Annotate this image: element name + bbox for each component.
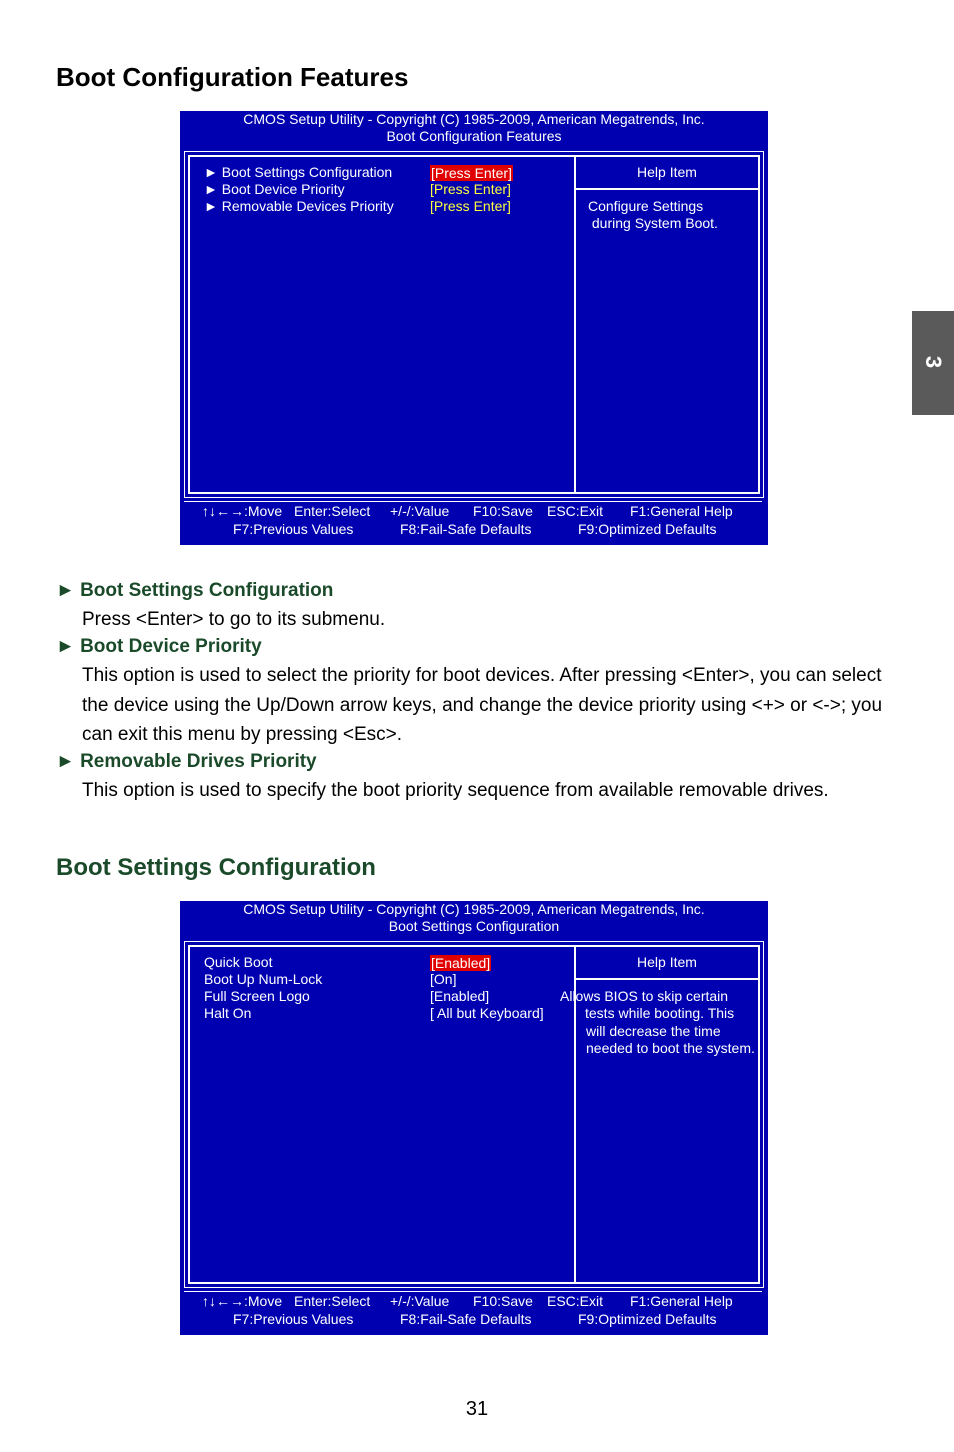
- section-text-removable-drives: This option is used to specify the boot priority sequence from available removable drives.: [82, 780, 829, 801]
- page-title: Boot Configuration Features: [56, 62, 409, 92]
- help-item-title: Help Item: [637, 164, 697, 180]
- page-number: 31: [465, 1398, 489, 1420]
- menu-value-removable-devices[interactable]: [Press Enter]: [430, 198, 511, 214]
- menu-value-num-lock[interactable]: [On]: [430, 971, 457, 987]
- key-general-help: F1:General Help: [630, 1293, 733, 1309]
- bios-header-title: Boot Configuration Features: [386, 128, 562, 144]
- menu-value-full-screen-logo[interactable]: [Enabled]: [430, 988, 490, 1004]
- bios-header-copyright: CMOS Setup Utility - Copyright (C) 1985-2009, American Megatrends, Inc.: [243, 111, 705, 127]
- bios-main-frame: [184, 151, 764, 498]
- key-previous-values: F7:Previous Values: [233, 1311, 354, 1327]
- help-text-line-1: Allows BIOS to skip certain: [560, 988, 729, 1004]
- key-previous-values: F7:Previous Values: [233, 521, 354, 537]
- help-text-line-1: Configure Settings: [588, 198, 704, 214]
- key-failsafe-defaults: F8:Fail-Safe Defaults: [400, 521, 532, 537]
- menu-value-boot-settings[interactable]: [Press Enter]: [431, 165, 512, 181]
- section-text-boot-settings: Press <Enter> to go to its submenu.: [82, 609, 386, 630]
- bios-key-help-footer: [184, 501, 762, 544]
- key-select: Enter:Select: [294, 503, 371, 519]
- help-item-title: Help Item: [637, 954, 697, 970]
- section-title-boot-settings-configuration: Boot Settings Configuration: [56, 854, 376, 881]
- section-text-boot-device-priority: This option is used to select the priority for boot devices. After pressing <Enter>, you can select the device using the Up/Down arrow keys, and change the device priority using <+> or <->; you can exit this menu by pressing <Esc>.: [82, 665, 883, 745]
- chapter-tab: [912, 311, 954, 415]
- key-exit: ESC:Exit: [547, 1293, 604, 1309]
- bios-header-copyright: CMOS Setup Utility - Copyright (C) 1985-2009, American Megatrends, Inc.: [243, 901, 705, 917]
- key-failsafe-defaults: F8:Fail-Safe Defaults: [400, 1311, 532, 1327]
- menu-item-full-screen-logo[interactable]: Full Screen Logo: [204, 988, 310, 1004]
- bios-header-title: Boot Settings Configuration: [388, 918, 560, 934]
- menu-item-boot-device-priority[interactable]: ► Boot Device Priority: [204, 181, 345, 197]
- help-text-line-2: tests while booting. This: [585, 1005, 735, 1021]
- section-heading-boot-settings: ► Boot Settings Configuration: [56, 580, 334, 601]
- bios-screen-boot-configuration: [180, 111, 768, 545]
- menu-value-halt-on[interactable]: [ All but Keyboard]: [430, 1005, 544, 1021]
- key-optimized-defaults: F9:Optimized Defaults: [578, 521, 717, 537]
- menu-item-num-lock[interactable]: Boot Up Num-Lock: [204, 971, 323, 987]
- section-heading-boot-device-priority: ► Boot Device Priority: [56, 636, 262, 657]
- key-value: +/-/:Value: [390, 503, 450, 519]
- bios-screen-boot-settings: [180, 901, 768, 1335]
- help-text-line-3: will decrease the time: [586, 1023, 721, 1039]
- menu-value-quick-boot[interactable]: [Enabled]: [431, 955, 491, 971]
- key-save: F10:Save: [473, 1293, 533, 1309]
- key-general-help: F1:General Help: [630, 503, 733, 519]
- chapter-number: 3: [921, 355, 946, 369]
- menu-item-halt-on[interactable]: Halt On: [204, 1005, 252, 1021]
- key-move: ↑↓←→:Move: [202, 1293, 283, 1309]
- menu-value-boot-device-priority[interactable]: [Press Enter]: [430, 181, 511, 197]
- help-text-line-2: during System Boot.: [588, 215, 718, 231]
- bios-panel-divider: [574, 157, 576, 492]
- menu-item-removable-devices[interactable]: ► Removable Devices Priority: [204, 198, 394, 214]
- help-text-line-4: needed to boot the system.: [586, 1040, 755, 1056]
- key-save: F10:Save: [473, 503, 533, 519]
- menu-item-boot-settings[interactable]: ► Boot Settings Configuration: [204, 164, 393, 180]
- key-select: Enter:Select: [294, 1293, 371, 1309]
- key-exit: ESC:Exit: [547, 503, 604, 519]
- menu-item-quick-boot[interactable]: Quick Boot: [204, 954, 273, 970]
- key-value: +/-/:Value: [390, 1293, 450, 1309]
- key-optimized-defaults: F9:Optimized Defaults: [578, 1311, 717, 1327]
- bios-main-frame: [184, 941, 764, 1288]
- section-heading-removable-drives: ► Removable Drives Priority: [56, 751, 317, 772]
- key-move: ↑↓←→:Move: [202, 503, 283, 519]
- bios-key-help-footer: [184, 1291, 762, 1334]
